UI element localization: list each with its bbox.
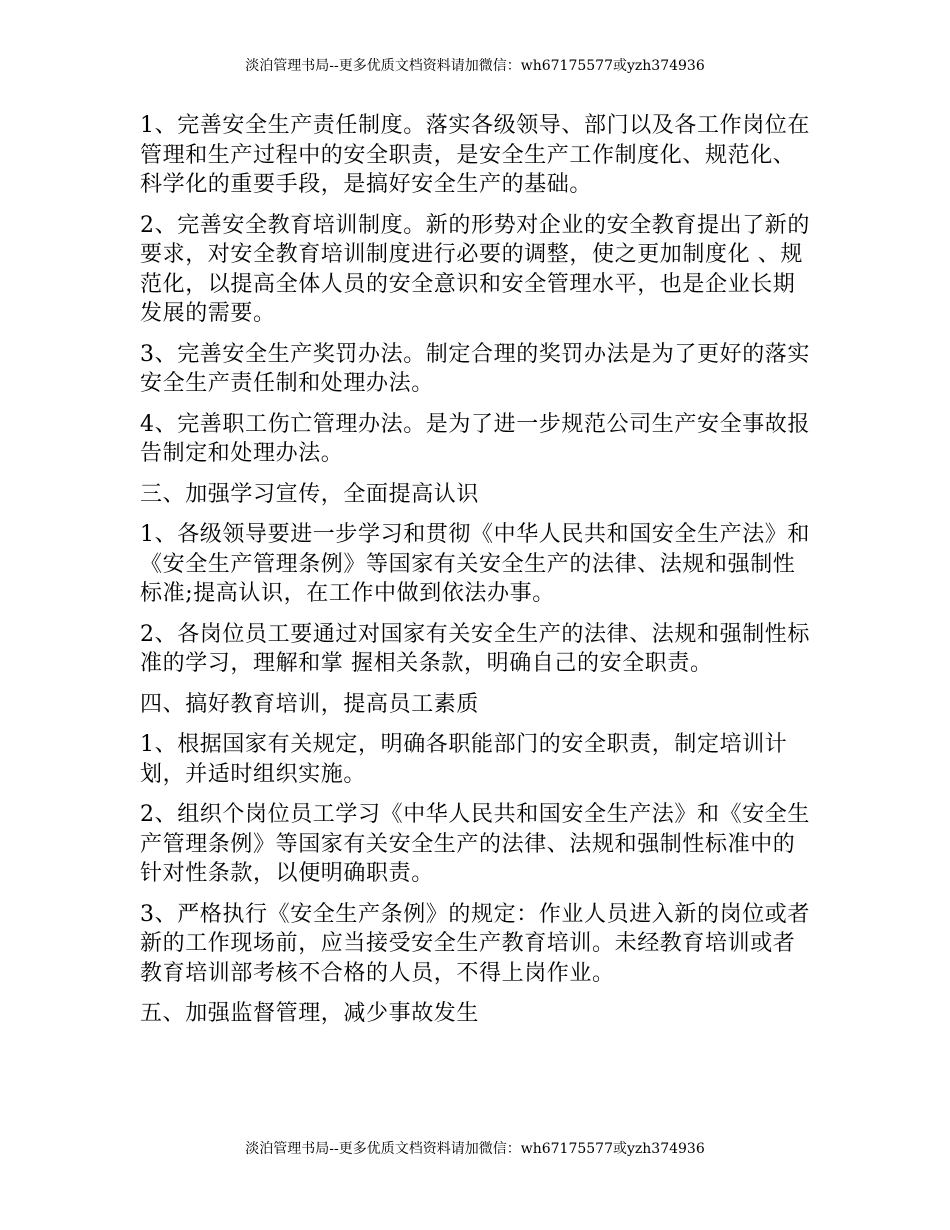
section-heading-3: 三、加强学习宣传，全面提高认识	[140, 481, 480, 507]
paragraph-4: 4、完善职工伤亡管理办法。是为了进一步规范公司生产安全事故报告制定和处理办法。	[140, 411, 810, 466]
section-heading-4: 四、搞好教育培训，提高员工素质	[140, 691, 480, 717]
paragraph-3: 3、完善安全生产奖罚办法。制定合理的奖罚办法是为了更好的落实安全生产责任制和处理办法。	[140, 341, 810, 396]
paragraph-8: 2、组织个岗位员工学习《中华人民共和国安全生产法》和《安全生产管理条例》等国家有关安全生产的法律、法规和强制性标准中的针对性条款，以便明确职责。	[140, 802, 810, 886]
document-body	[140, 111, 816, 1040]
paragraph-1: 1、完善安全生产责任制度。落实各级领导、部门以及各工作岗位在管理和生产过程中的安全职责，是安全生产工作制度化、规范化、科学化的重要手段，是搞好安全生产的基础。	[140, 113, 810, 197]
paragraph-6: 2、各岗位员工要通过对国家有关安全生产的法律、法规和强制性标准的学习，理解和掌 握相关条款，明确自己的安全职责。	[140, 621, 810, 676]
page-header: 淡泊管理书局--更多优质文档资料请加微信：wh67175577或yzh374936	[245, 58, 705, 74]
paragraph-2: 2、完善安全教育培训制度。新的形势对企业的安全教育提出了新的要求，对安全教育培训制度进行必要的调整，使之更加制度化 、规范化，以提高全体人员的安全意识和安全管理水平，也是企业长期发展的需要。	[140, 212, 810, 326]
paragraph-5: 1、各级领导要进一步学习和贯彻《中华人民共和国安全生产法》和《安全生产管理条例》等国家有关安全生产的法律、法规和强制性标准;提高认识，在工作中做到依法办事。	[140, 522, 810, 606]
section-heading-5: 五、加强监督管理，减少事故发生	[140, 1001, 480, 1026]
paragraph-9: 3、严格执行《安全生产条例》的规定：作业人员进入新的岗位或者新的工作现场前，应当接受安全生产教育培训。未经教育培训或者教育培训部考核不合格的人员，不得上岗作业。	[140, 901, 810, 986]
page-footer: 淡泊管理书局--更多优质文档资料请加微信：wh67175577或yzh374936	[245, 1141, 705, 1157]
paragraph-7: 1、根据国家有关规定，明确各职能部门的安全职责，制定培训计划，并适时组织实施。	[140, 732, 788, 787]
